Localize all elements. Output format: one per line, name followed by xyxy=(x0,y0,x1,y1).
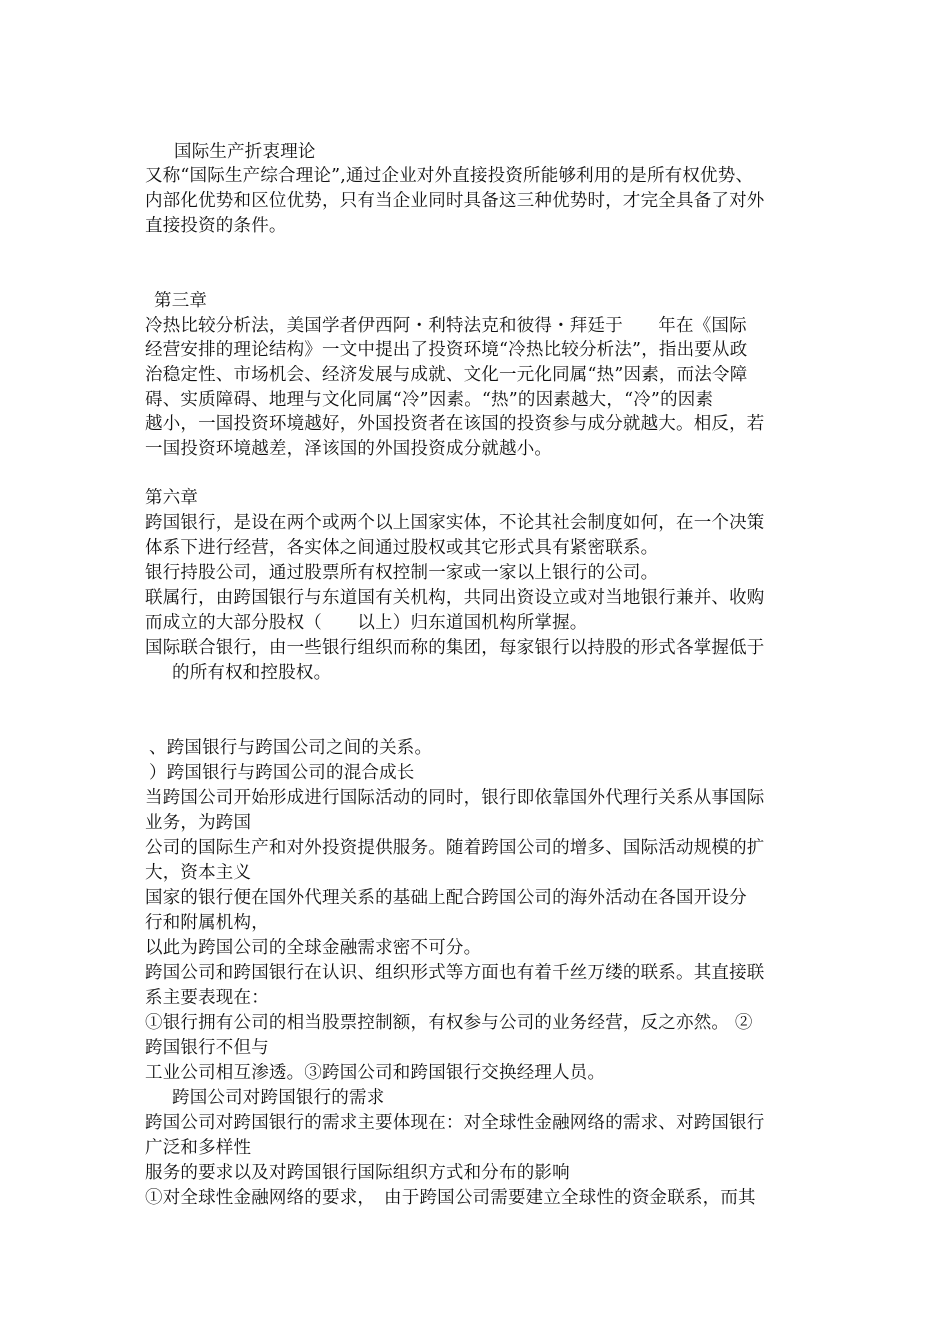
text-line: 跨国公司对跨国银行的需求主要体现在：对全球性金融网络的需求、对跨国银行 xyxy=(145,1113,765,1133)
text-line: 广泛和多样性 xyxy=(145,1138,252,1158)
section-heading: ）跨国银行与跨国公司的混合成长 xyxy=(149,763,415,783)
text-line: 的所有权和控股权。 xyxy=(172,663,332,683)
text-line: 而成立的大部分股权（ 以上）归东道国机构所掌握。 xyxy=(145,613,588,633)
text-line: 公司的国际生产和对外投资提供服务。随着跨国公司的增多、国际活动规模的扩 xyxy=(145,838,765,858)
text-line: 业务，为跨国 xyxy=(145,813,252,833)
chapter-heading: 第三章 xyxy=(154,291,208,311)
text-line: 越小，一国投资环境越好，外国投资者在该国的投资参与成分就越大。相反，若 xyxy=(145,414,765,434)
text-line: ①银行拥有公司的相当股票控制额，有权参与公司的业务经营，反之亦然。 ② xyxy=(145,1013,753,1033)
text-line: 直接投资的条件。 xyxy=(145,216,287,236)
text-line: 大，资本主义 xyxy=(145,863,252,883)
section-heading: 、跨国银行与跨国公司之间的关系。 xyxy=(149,738,433,758)
text-line: 又称“国际生产综合理论”,通过企业对外直接投资所能够利用的是所有权优势、 xyxy=(145,166,754,186)
text-line: 冷热比较分析法，美国学者伊西阿・利特法克和彼得・拜廷于 年在《国际 xyxy=(145,316,747,336)
section-heading: 国际生产折衷理论 xyxy=(174,142,316,162)
text-line: 跨国公司和跨国银行在认识、组织形式等方面也有着千丝万缕的联系。其直接联 xyxy=(145,963,765,983)
chapter-heading: 第六章 xyxy=(145,488,199,508)
text-line: 行和附属机构， xyxy=(145,913,269,933)
text-line: ①对全球性金融网络的要求， 由于跨国公司需要建立全球性的资金联系，而其 xyxy=(145,1188,756,1208)
text-line: 治稳定性、市场机会、经济发展与成就、文化一元化同属“热”因素，而法令障 xyxy=(145,365,748,385)
text-line: 以此为跨国公司的全球金融需求密不可分。 xyxy=(145,938,482,958)
text-line: 跨国银行，是设在两个或两个以上国家实体，不论其社会制度如何，在一个决策 xyxy=(145,513,765,533)
text-line: 国际联合银行，由一些银行组织而称的集团，每家银行以持股的形式各掌握低于 xyxy=(145,638,765,658)
text-line: 银行持股公司，通过股票所有权控制一家或一家以上银行的公司。 xyxy=(145,563,659,583)
text-line: 经营安排的理论结构》一文中提出了投资环境“冷热比较分析法”，指出要从政 xyxy=(145,340,748,360)
text-line: 内部化优势和区位优势，只有当企业同时具备这三种优势时，才完全具备了对外 xyxy=(145,191,765,211)
section-heading: 跨国公司对跨国银行的需求 xyxy=(172,1088,385,1108)
text-line: 一国投资环境越差，泽该国的外国投资成分就越小。 xyxy=(145,439,553,459)
text-line: 系主要表现在： xyxy=(145,988,269,1008)
text-line: 工业公司相互渗透。③跨国公司和跨国银行交换经理人员。 xyxy=(145,1063,606,1083)
text-line: 跨国银行不但与 xyxy=(145,1038,269,1058)
text-line: 服务的要求以及对跨国银行国际组织方式和分布的影响 xyxy=(145,1163,570,1183)
text-line: 碍、实质障碍、地理与文化同属“冷”因素。“热”的因素越大，“冷”的因素 xyxy=(145,390,714,410)
text-line: 体系下进行经营，各实体之间通过股权或其它形式具有紧密联系。 xyxy=(145,538,659,558)
text-line: 当跨国公司开始形成进行国际活动的同时，银行即依靠国外代理行关系从事国际 xyxy=(145,788,765,808)
text-line: 联属行，由跨国银行与东道国有关机构，共同出资设立或对当地银行兼并、收购 xyxy=(145,588,765,608)
text-line: 国家的银行便在国外代理关系的基础上配合跨国公司的海外活动在各国开设分 xyxy=(145,888,747,908)
